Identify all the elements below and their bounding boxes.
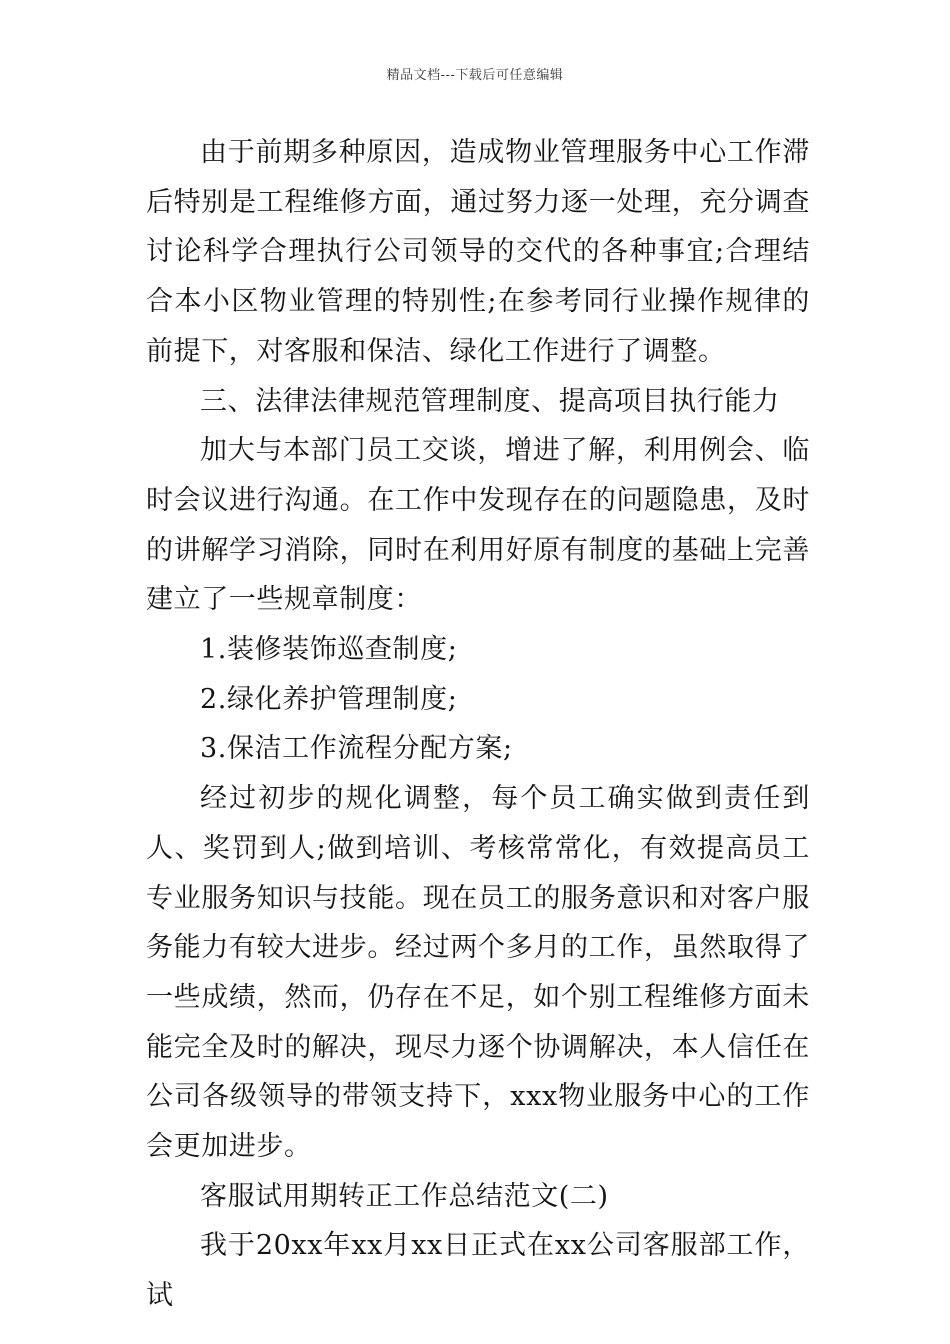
list-item: 2.绿化养护管理制度; (200, 683, 458, 715)
document-body (146, 128, 810, 1321)
list-item: 1.装修装饰巡查制度; (200, 634, 458, 666)
paragraph-results: 经过初步的规化调整，每个员工确实做到责任到人、奖罚到人;做到培训、考核常常化，有效提高员工专业服务知识与技能。现在员工的服务意识和对客户服务能力有较大进步。经过两个多月的工作，虽然取得了一些成绩，然而，仍存在不足，如个别工程维修方面未能完全及时的解决，现尽力逐个协调解决，本人信任在公司各级领导的带领支持下，xxx物业服务中心的工作会更加进步。 (146, 783, 810, 1163)
list-item: 3.保洁工作流程分配方案; (200, 733, 513, 765)
page-header: 精品文档---下载后可任意编辑 (386, 68, 564, 83)
paragraph-intro: 由于前期多种原因，造成物业管理服务中心工作滞后特别是工程维修方面，通过努力逐一处理，充分调查讨论科学合理执行公司领导的交代的各种事宜;合理结合本小区物业管理的特别性;在参考同行业操作规律的前提下，对客服和保洁、绿化工作进行了调整。 (146, 137, 810, 367)
document-subtitle: 客服试用期转正工作总结范文(二) (200, 1180, 609, 1212)
paragraph-communication: 加大与本部门员工交谈，增进了解，利用例会、临时会议进行沟通。在工作中发现存在的问题隐患，及时的讲解学习消除，同时在利用好原有制度的基础上完善建立了一些规章制度： (146, 435, 810, 616)
paragraph-start: 我于20xx年xx月xx日正式在xx公司客服部工作，试 (146, 1230, 810, 1312)
section-heading: 三、法律法律规范管理制度、提高项目执行能力 (200, 385, 780, 417)
